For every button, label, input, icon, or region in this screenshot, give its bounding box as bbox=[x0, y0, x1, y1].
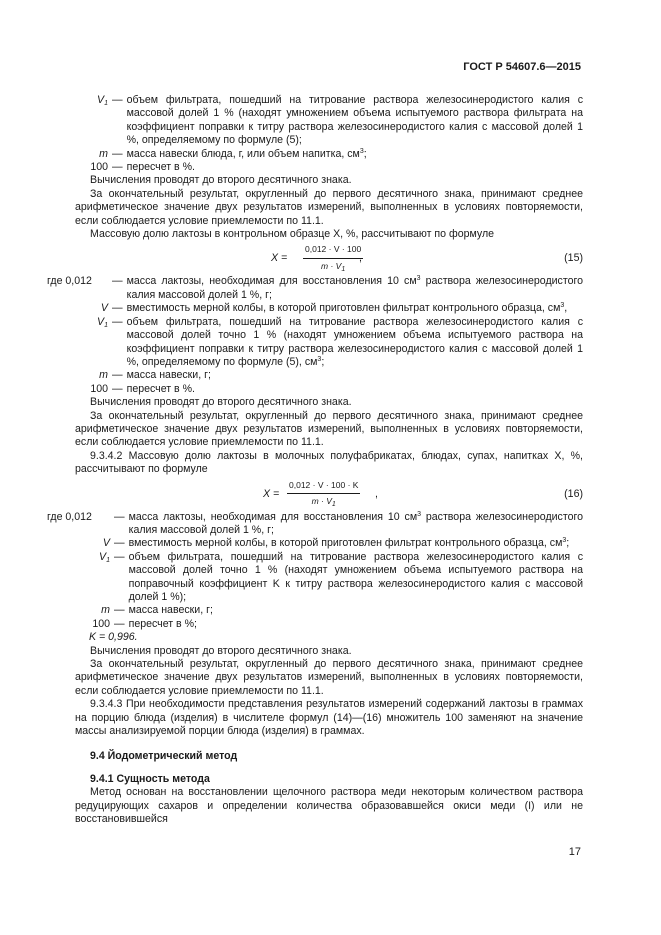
definition-text: пересчет в %. bbox=[126, 161, 195, 174]
definition-text: масса лактозы, необходимая для восстановления 10 см bbox=[126, 275, 417, 288]
definition-text: объем фильтрата, пошедший на титрование раствора железосинеродистого калия с массовой долей точно 1 % (находят умножением объема испытуемого раствора на поправочный коэффициент K к титру раствора железосинеродистого калия с массовой долей 1 %); bbox=[128, 550, 583, 603]
definition-100: 100 — пересчет в %. bbox=[80, 161, 583, 174]
symbol-v: V bbox=[102, 537, 110, 550]
symbol-m: m bbox=[99, 147, 108, 160]
definition-m: m — масса навески блюда, г, или объем напитка, $см^3$; bbox=[80, 148, 583, 161]
paragraph-9-3-4-2: 9.3.4.2 Массовую долю лактозы в молочных полуфабрикатах, блюдах, супах, напитках X, %, рассчитывают по формуле bbox=[75, 449, 583, 476]
paragraph-final: За окончательный результат, округленный до первого десятичного знака, принимают среднее арифметическое значение двух результатов измерений, выполненных в условиях повторяемости, если соблюдается условие приемлемости по 11.1. bbox=[75, 409, 583, 449]
definition-v: V — вместимость мерной колбы, в которой приготовлен фильтрат контрольного образца, $см^3$; bbox=[47, 537, 583, 550]
k-value: K = 0,996. bbox=[89, 631, 138, 644]
definition-v1: $V_1$ — объем фильтрата, пошедший на титрование раствора железосинеродистого калия с массовой долей точно 1 % (находят умножением объема испытуемого раствора на коэффициент поправки к титру раствора железосинеродистого калия с массовой долей 1 %, определяемому по формуле (5), $см^3$; bbox=[97, 315, 583, 368]
definition-text: масса навески, г; bbox=[128, 604, 213, 617]
symbol-v: V bbox=[100, 302, 108, 315]
formula-fraction: $\frac{0,012 \cdot V \cdot 100}{m \cdot V_1}$ bbox=[305, 244, 362, 273]
formula-denominator: m · V bbox=[321, 260, 342, 271]
where-label: где 0,012 bbox=[47, 510, 92, 523]
where-label: где 0,012 bbox=[47, 275, 92, 288]
formula-lhs: X = bbox=[263, 487, 280, 500]
formula-lhs: X = bbox=[271, 252, 288, 265]
symbol-100: 100 bbox=[92, 617, 110, 630]
section-heading-9-4: 9.4 Йодометрический метод bbox=[90, 750, 238, 763]
formula-16: X = $\frac{0,012 \cdot V \cdot 100 \cdot K}{m \cdot V_1}$ , (16) bbox=[263, 479, 583, 508]
symbol-v: V bbox=[97, 94, 105, 106]
definition-100: 100 — пересчет в %; bbox=[47, 618, 583, 631]
subscript: 1 bbox=[104, 100, 108, 107]
page-number: 17 bbox=[568, 846, 581, 858]
definition-text: вместимость мерной колбы, в которой приготовлен фильтрат контрольного образца, см bbox=[126, 302, 561, 315]
definition-text: вместимость мерной колбы, в которой приготовлен фильтрат контрольного образца, см bbox=[128, 537, 563, 550]
formula-number: (15) bbox=[564, 252, 583, 265]
definition-0012: где 0,012 — масса лактозы, необходимая для восстановления 10 $см^3$ раствора железосинеродистого калия массовой долей 1 %, г; bbox=[47, 510, 583, 536]
definition-text: пересчет в %; bbox=[128, 617, 197, 630]
definition-text: масса навески, г; bbox=[126, 369, 211, 382]
definition-text: масса навески блюда, г, или объем напитка, см bbox=[126, 147, 360, 160]
definition-0012: где 0,012 — масса лактозы, необходимая для восстановления 10 $см^3$ раствора железосинеродистого калия массовой долей 1 %, г; bbox=[47, 275, 583, 301]
symbol-m: m bbox=[101, 604, 110, 617]
symbol-m: m bbox=[99, 369, 108, 382]
definition-m: m — масса навески, г; bbox=[47, 604, 583, 617]
paragraph-final: За окончательный результат, округленный до первого десятичного знака, принимают среднее арифметическое значение двух результатов измерений, выполненных в условиях повторяемости, если соблюдается условие приемлемости по 11.1. bbox=[75, 187, 583, 227]
formula-number: (16) bbox=[564, 487, 583, 500]
paragraph-calc: Вычисления проводят до второго десятичного знака. bbox=[90, 174, 352, 187]
formula-numerator: 0,012 · V · 100 bbox=[303, 243, 363, 258]
definition-v1: $V_1$ — объем фильтрата, пошедший на титрование раствора железосинеродистого калия с массовой долей 1 % (находят умножением объема испытуемого раствора фильтрата на коэффициент поправки к титру раствора железосинеродистого калия с массовой долей 1 %, определяемому по формуле (5); bbox=[97, 94, 583, 147]
definition-100: 100 — пересчет в %. bbox=[47, 383, 583, 396]
symbol-v: V bbox=[99, 550, 107, 563]
symbol-100: 100 bbox=[90, 382, 108, 395]
symbol-100: 100 bbox=[90, 161, 108, 174]
document-body bbox=[47, 94, 583, 827]
paragraph-calc: Вычисления проводят до второго десятичного знака. bbox=[90, 644, 352, 657]
formula-denominator: m · V bbox=[311, 495, 332, 506]
formula-15: X = $\frac{0,012 \cdot V \cdot 100}{m \cdot V_1}$ , (15) bbox=[271, 244, 583, 273]
definition-text: пересчет в %. bbox=[126, 382, 195, 395]
definition-text: объем фильтрата, пошедший на титрование раствора железосинеродистого калия с массовой долей точно 1 % (находят умножением объема испытуемого раствора на коэффициент поправки к титру раствора железосинеродистого калия с массовой долей 1 %, определяемому по формуле (5), см bbox=[126, 315, 583, 368]
definition-text: масса лактозы, необходимая для восстановления 10 см bbox=[128, 510, 418, 523]
paragraph-method: Метод основан на восстановлении щелочного раствора меди некоторым количеством раствора редуцирующих сахаров и определении количества образовавшейся окиси меди (I) или не восстановившейся bbox=[75, 786, 583, 826]
paragraph-intro: Массовую долю лактозы в контрольном образце X, %, рассчитывают по формуле bbox=[90, 228, 495, 241]
definition-m: m — масса навески, г; bbox=[47, 369, 583, 382]
paragraph-calc: Вычисления проводят до второго десятичного знака. bbox=[90, 396, 352, 409]
definition-v: V — вместимость мерной колбы, в которой приготовлен фильтрат контрольного образца, $см^3$, bbox=[47, 302, 583, 315]
paragraph-final: За окончательный результат, округленный до первого десятичного знака, принимают среднее арифметическое значение двух результатов измерений, выполненных в условиях повторяемости, если соблюдается условие приемлемости по 11.1. bbox=[75, 658, 583, 697]
definition-text: объем фильтрата, пошедший на титрование раствора железосинеродистого калия с массовой долей 1 % (находят умножением объема испытуемого раствора фильтрата на коэффициент поправки к титру раствора железосинеродистого калия с массовой долей 1 %, определяемому по формуле (5); bbox=[126, 94, 583, 147]
formula-numerator: 0,012 · V · 100 · K bbox=[287, 479, 360, 494]
document-header: ГОСТ Р 54607.6—2015 bbox=[463, 61, 581, 73]
definition-v1: $V_1$ — объем фильтрата, пошедший на титрование раствора железосинеродистого калия с массовой долей точно 1 % (находят умножением объема испытуемого раствора на поправочный коэффициент K к титру раствора железосинеродистого калия с массовой долей 1 %); bbox=[99, 550, 583, 603]
formula-fraction: $\frac{0,012 \cdot V \cdot 100 \cdot K}{m \cdot V_1}$ bbox=[289, 479, 359, 508]
symbol-v: V bbox=[97, 315, 105, 328]
paragraph-9-3-4-3: 9.3.4.3 При необходимости представления результатов измерений содержаний лактозы в граммах на порцию блюда (изделия) в числителе формул (14)—(16) множитель 100 заменяют на значение массы анализируемой порции блюда (изделия) в граммах. bbox=[75, 698, 583, 738]
subsection-heading-9-4-1: 9.4.1 Сущность метода bbox=[90, 772, 210, 785]
